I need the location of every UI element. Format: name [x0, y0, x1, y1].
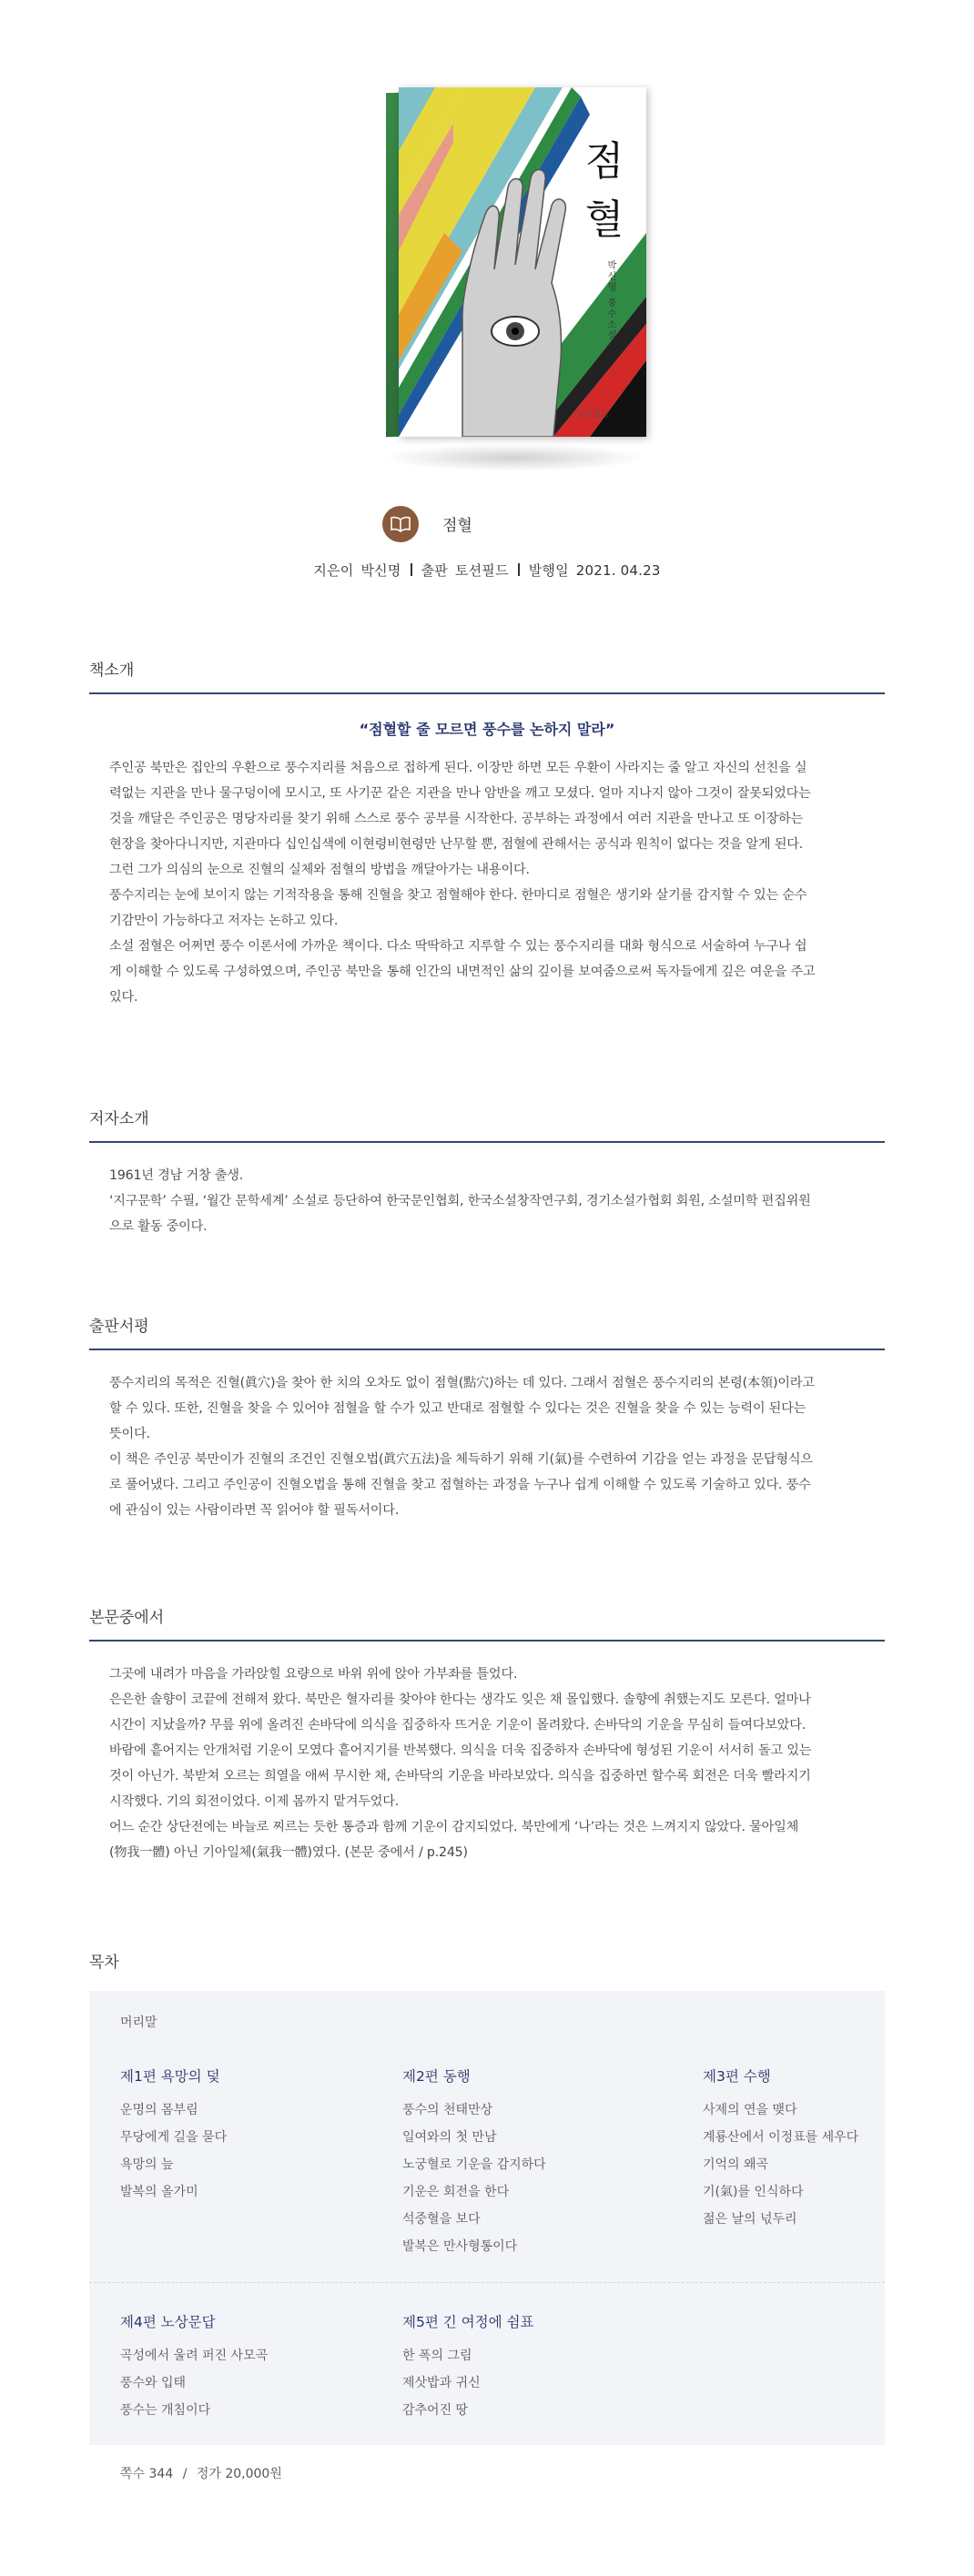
- toc-part-title: 제4편 노상문답: [120, 2314, 216, 2330]
- text-line: 1961년 경남 거창 출생.: [109, 1168, 244, 1183]
- toc-item: 발복의 올가미: [120, 2185, 198, 2199]
- section-heading: 목차: [89, 1954, 119, 1972]
- meta-separator: [411, 563, 412, 576]
- publish-date: 2021. 04.23: [575, 562, 661, 579]
- toc-part: [402, 2066, 648, 2260]
- toc-part-title: 제5편 긴 여정에 쉼표: [402, 2314, 534, 2330]
- cover-author: 박신명 풍수소설: [605, 260, 615, 342]
- text-line: 소설 점혈은 어쩌면 풍수 이론서에 가까운 책이다. 다소 딱딱하고 지루할 수 있는 풍수지리를 대화 형식으로 서술하여 누구나 쉽: [109, 939, 807, 954]
- text-line: 현장을 찾아다니지만, 지관마다 십인십색에 이현령비현령만 난무할 뿐, 점혈에 관해서는 공식과 원칙이 없다는 것을 알게 된다.: [109, 837, 804, 852]
- text-line: 풍수지리는 눈에 보이지 않는 기적작용을 통해 진혈을 찾고 점혈해야 한다. 한마디로 점혈은 생기와 살기를 감지할 수 있는 순수: [109, 888, 807, 903]
- toc-item: 운명의 몸부림: [120, 2103, 198, 2117]
- toc-item: 풍수와 입태: [120, 2376, 187, 2390]
- publisher-label: 출판: [421, 562, 448, 579]
- text-line: 있다.: [109, 990, 138, 1005]
- toc-item: 기(氣)를 인식하다: [703, 2185, 804, 2199]
- book-meta-line: [0, 561, 974, 580]
- meta-separator: [518, 563, 520, 576]
- toc-preface: 머리말: [120, 2015, 157, 2030]
- book-open-icon: [382, 506, 419, 542]
- author-name: 박신명: [360, 562, 401, 579]
- author-body: [89, 1163, 885, 1239]
- toc-part: [402, 2311, 648, 2424]
- page-count: 쪽수 344: [120, 2467, 174, 2481]
- toc-item: 욕망의 늪: [120, 2157, 174, 2172]
- text-line: 으로 활동 중이다.: [109, 1219, 208, 1234]
- excerpt-body: [89, 1662, 885, 1865]
- toc-item: 노궁혈로 기운을 감지하다: [402, 2157, 546, 2172]
- text-line: 뜻이다.: [109, 1427, 150, 1441]
- text-line: 게 이해할 수 있도록 구성하였으며, 주인공 북만을 통해 인간의 내면적인 삶의 깊이를 보여줌으로써 독자들에게 깊은 여운을 주고: [109, 965, 816, 979]
- toc-item: 감추어진 땅: [402, 2403, 469, 2418]
- toc-item: 석중혈을 보다: [402, 2212, 481, 2227]
- text-line: 력없는 지관을 만나 물구덩이에 모시고, 또 사기꾼 같은 지관을 만나 암반을 깨고 모셨다. 얼마 지나지 않아 그것이 잘못되었다는: [109, 786, 811, 801]
- section-author: [89, 1106, 885, 1239]
- section-heading: 저자소개: [89, 1106, 885, 1143]
- book-front: [399, 87, 646, 437]
- text-line: 시간이 지났을까? 무릎 위에 올려진 손바닥에 의식을 집중하자 뜨거운 기운이 몰려왔다. 손바닥의 기운을 무심히 들여다보았다.: [109, 1718, 807, 1732]
- section-publisher-review: [89, 1313, 885, 1523]
- review-body: [89, 1370, 885, 1523]
- toc-part-title: 제1편 욕망의 덫: [120, 2068, 220, 2085]
- toc-part: [703, 2066, 885, 2233]
- toc-item: 풍수의 천태만상: [402, 2103, 493, 2117]
- toc-box: [89, 1991, 885, 2445]
- section-toc: [89, 1949, 885, 1972]
- toc-item: 곡성에서 울려 퍼진 사모곡: [120, 2349, 269, 2363]
- intro-quote: “점혈할 줄 모르면 풍수를 논하지 말라”: [359, 721, 615, 738]
- toc-item: 한 폭의 그림: [402, 2349, 472, 2363]
- toc-part-title: 제3편 수행: [703, 2068, 771, 2085]
- text-line: ‘지구문학’ 수필, ‘월간 문학세계’ 소설로 등단하여 한국문인협회, 한국소설창작연구회, 경기소설가협회 회원, 소설미학 편집위원: [109, 1194, 811, 1208]
- text-line: 것을 깨달은 주인공은 명당자리를 찾기 위해 스스로 풍수 공부를 시작한다. 공부하는 과정에서 여러 지관을 만나고 또 이장하는: [109, 812, 804, 826]
- cover-title-char: 혈: [584, 197, 624, 243]
- toc-item: 제삿밥과 귀신: [402, 2376, 481, 2390]
- text-line: (物我一體) 아닌 기아일체(氣我一體)였다. (본문 중에서 / p.245): [109, 1845, 468, 1860]
- text-line: 것이 아닌가. 북받쳐 오르는 희열을 애써 무시한 채, 손바닥의 기운을 바라보았다. 의식을 집중하면 할수록 회전은 더욱 빨라지기: [109, 1769, 811, 1783]
- section-book-intro: [89, 657, 885, 1010]
- book-specs: [120, 2464, 282, 2482]
- toc-item: 일여와의 첫 만남: [402, 2130, 497, 2145]
- date-label: 발행일: [528, 562, 569, 579]
- text-line: 이 책은 주인공 북만이가 진혈의 조건인 진혈오법(眞穴五法)을 체득하기 위해 기(氣)를 수련하여 기감을 얻는 과정을 문답형식으: [109, 1452, 813, 1467]
- section-excerpt: [89, 1604, 885, 1865]
- text-line: 할 수 있다. 또한, 진혈을 찾을 수 있어야 점혈을 할 수가 있고 반대로 점혈할 수 있다는 것은 진혈을 찾을 수 있는 능력이 된다는: [109, 1401, 807, 1416]
- cover-title-char: 점: [584, 138, 624, 185]
- spec-divider: /: [182, 2467, 188, 2481]
- toc-item: 젊은 날의 넋두리: [703, 2212, 797, 2227]
- text-line: 기감만이 가능하다고 저자는 논하고 있다.: [109, 914, 339, 928]
- book-title: 점혈: [442, 517, 472, 535]
- intro-body: [89, 755, 885, 1010]
- toc-item: 무당에게 길을 묻다: [120, 2130, 228, 2145]
- text-line: 에 관심이 있는 사람이라면 꼭 읽어야 할 필독서이다.: [109, 1503, 400, 1518]
- toc-item: 발복은 만사형통이다: [402, 2239, 518, 2254]
- cover-shadow: [382, 444, 646, 471]
- toc-part-title: 제2편 동행: [402, 2068, 471, 2085]
- text-line: 로 풀어냈다. 그리고 주인공이 진혈오법을 통해 진혈을 찾고 점혈하는 과정을 누구나 쉽게 이해할 수 있도록 기술하고 있다. 풍수: [109, 1478, 811, 1492]
- text-line: 바람에 흩어지는 안개처럼 기운이 모였다 흩어지기를 반복했다. 의식을 더욱 집중하자 손바닥에 형성된 기운이 서서히 돌고 있는: [109, 1743, 812, 1758]
- cover-publisher-mark: 토선필드: [577, 410, 609, 419]
- toc-part: [120, 2311, 366, 2424]
- toc-item: 계룡산에서 이정표를 세우다: [703, 2130, 859, 2145]
- toc-item: 풍수는 개침이다: [120, 2403, 211, 2418]
- section-heading: 본문중에서: [89, 1604, 885, 1642]
- toc-item: 기억의 왜곡: [703, 2157, 769, 2172]
- text-line: 주인공 북만은 집안의 우환으로 풍수지리를 처음으로 접하게 된다. 이장만 하면 모든 우환이 사라지는 줄 알고 자신의 선친을 실: [109, 761, 807, 775]
- text-line: 그런 그가 의심의 눈으로 진혈의 실체와 점혈의 방법을 깨달아가는 내용이다.: [109, 863, 530, 877]
- book-cover: [377, 84, 650, 448]
- toc-part: [120, 2066, 366, 2206]
- section-heading: 출판서평: [89, 1313, 885, 1350]
- text-line: 시작했다. 기의 회전이었다. 이제 몸까지 맡겨두었다.: [109, 1794, 400, 1809]
- toc-item: 사제의 연을 맺다: [703, 2103, 797, 2117]
- toc-divider: [89, 2282, 885, 2283]
- text-line: 어느 순간 상단전에는 바늘로 찌르는 듯한 통증과 함께 기운이 감지되었다. 북만에게 ‘나’라는 것은 느껴지지 않았다. 물아일체: [109, 1820, 799, 1834]
- section-heading: 책소개: [89, 657, 885, 694]
- text-line: 그곳에 내려가 마음을 가라앉힐 요량으로 바위 위에 앉아 가부좌를 틀었다.: [109, 1667, 518, 1682]
- text-line: 은은한 솔향이 코끝에 전해져 왔다. 북만은 혈자리를 찾아야 한다는 생각도 잊은 채 몰입했다. 솔향에 취했는지도 모른다. 얼마나: [109, 1692, 811, 1707]
- author-label: 지은이: [313, 562, 354, 579]
- text-line: 풍수지리의 목적은 진혈(眞穴)을 찾아 한 치의 오차도 없이 점혈(點穴)하는 데 있다. 그래서 점혈은 풍수지리의 본령(本領)이라고: [109, 1376, 815, 1390]
- toc-item: 기운은 회전을 한다: [402, 2185, 510, 2199]
- publisher-name: 토션필드: [454, 562, 509, 579]
- price: 정가 20,000원: [196, 2467, 282, 2481]
- cover-title: [577, 133, 632, 249]
